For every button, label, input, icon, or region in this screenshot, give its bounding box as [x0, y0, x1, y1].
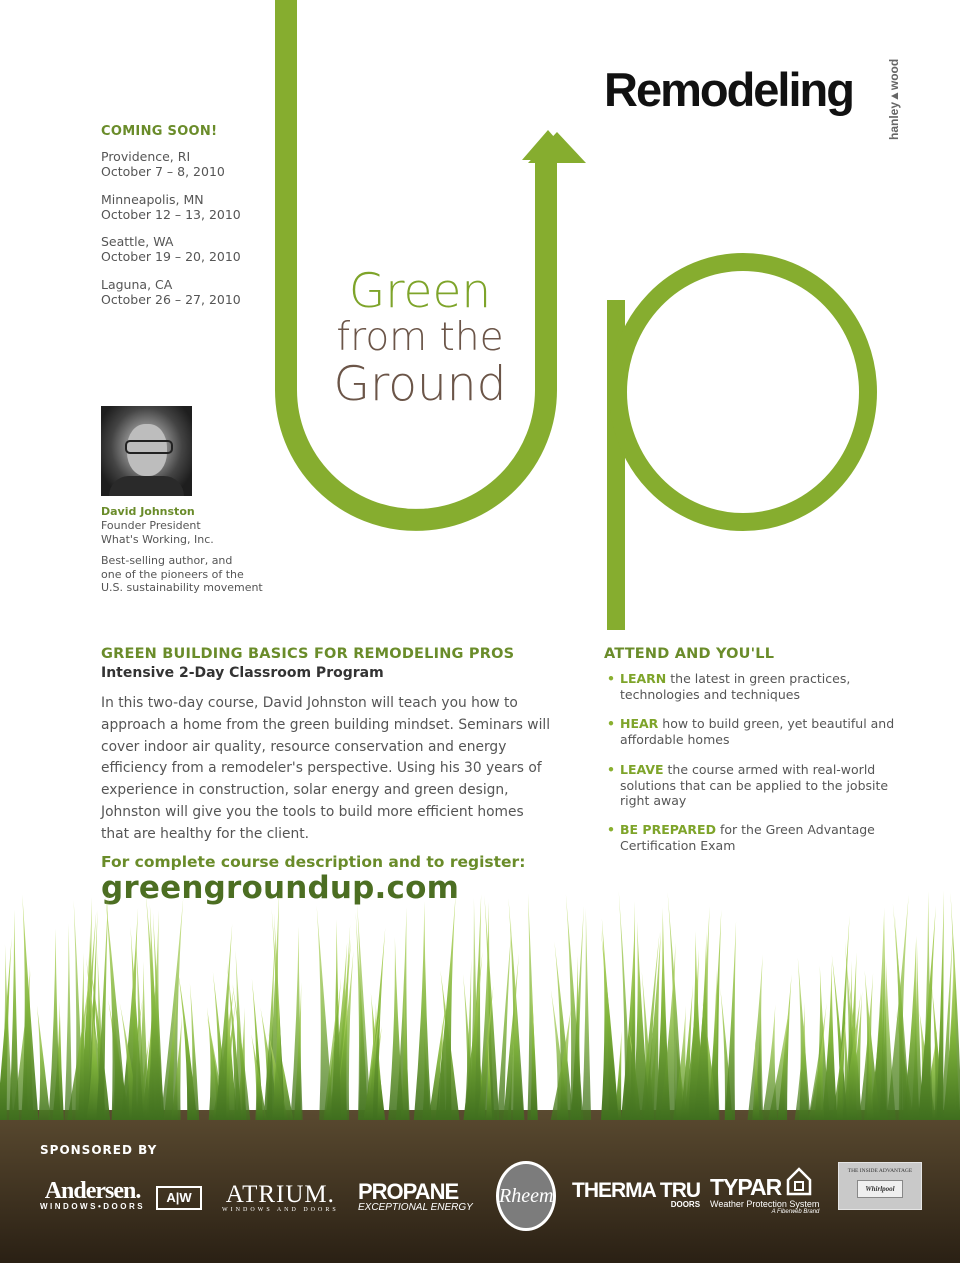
rheem-logo: Rheem	[496, 1161, 556, 1231]
benefit-item: • BE PREPARED for the Green Advantage Certification Exam	[607, 822, 875, 853]
event-seattle: Seattle, WA October 19 – 20, 2010	[101, 234, 241, 264]
publisher-logo: hanley▲wood	[887, 58, 901, 140]
event-laguna: Laguna, CA October 26 – 27, 2010	[101, 277, 241, 307]
speaker-bio: Best-selling author, and one of the pioneers of the U.S. sustainability movement	[101, 554, 263, 594]
benefit-item: • LEARN the latest in green practices, technologies and techniques	[607, 671, 851, 702]
speaker-photo	[101, 406, 192, 496]
benefit-item: • LEAVE the course armed with real-world solutions that can be applied to the jobsite right away	[607, 762, 889, 808]
propane-logo: PROPANE EXCEPTIONAL ENERGY	[358, 1179, 473, 1213]
headline-line1: Green	[348, 264, 492, 319]
atrium-logo: ATRIUM. WINDOWS AND DOORS	[222, 1181, 339, 1213]
thermatru-logo: THERMA TRU DOORS	[572, 1179, 701, 1209]
speaker-role: Founder President What's Working, Inc.	[101, 519, 214, 546]
program-description: In this two-day course, David Johnston will teach you how to approach a home from the green building mindset. Seminars will cover indoor air quality, resource conservation and energy efficiency from a remodeler's perspective. Using his 30 years of experience in construction, solar energy and green design, Johnston will give you the tools to build more efficient homes that are healthy for the client.	[101, 695, 551, 842]
andersen-badge-logo: A|W	[156, 1186, 202, 1210]
headline	[300, 264, 540, 412]
register-url-link[interactable]: greengroundup.com	[101, 870, 460, 906]
coming-soon-heading: COMING SOON!	[101, 124, 218, 139]
benefit-item: • HEAR how to build green, yet beautiful and affordable homes	[607, 716, 895, 747]
register-cta: For complete course description and to register:	[101, 853, 526, 871]
brand-logo: Remodeling	[604, 63, 853, 116]
program-title: GREEN BUILDING BASICS FOR REMODELING PROS	[101, 646, 515, 662]
speaker-name: David Johnston	[101, 505, 195, 518]
benefits-heading: ATTEND AND YOU'LL	[604, 646, 775, 662]
typar-logo: TYPAR Weather Protection System A Fiberweb Brand	[710, 1174, 820, 1215]
headline-line2: from the	[336, 315, 504, 360]
andersen-logo: Andersen. WINDOWS•DOORS	[40, 1178, 146, 1211]
whirlpool-logo: THE INSIDE ADVANTAGE Whirlpool	[838, 1162, 922, 1210]
sponsored-by-label: SPONSORED BY	[40, 1143, 158, 1157]
event-minneapolis: Minneapolis, MN October 12 – 13, 2010	[101, 192, 241, 222]
house-icon	[786, 1166, 812, 1196]
event-providence: Providence, RI October 7 – 8, 2010	[101, 149, 225, 179]
program-subtitle: Intensive 2-Day Classroom Program	[101, 665, 384, 681]
headline-line3: Ground	[333, 357, 507, 412]
